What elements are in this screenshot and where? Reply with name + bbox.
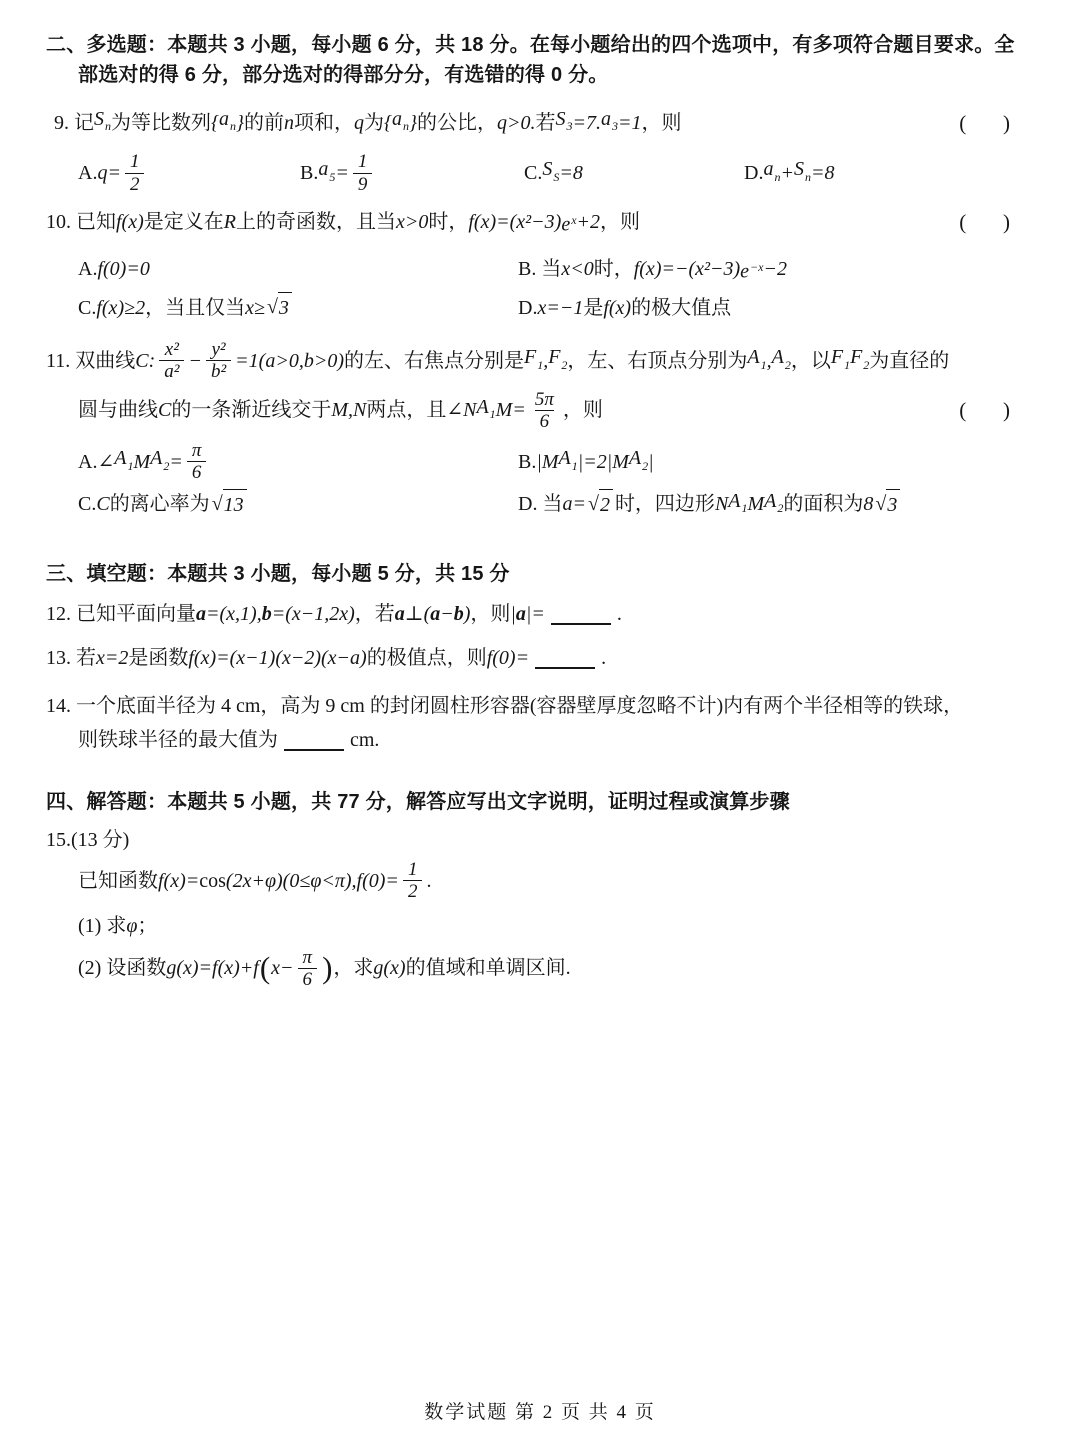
question-13-stem — [46, 643, 606, 673]
math-run: =8 — [559, 162, 583, 185]
question-10-option-d — [518, 293, 731, 323]
question-9-option-c — [524, 154, 744, 191]
math-run: R — [223, 211, 236, 234]
math-run: g(x)=f(x)+f — [166, 957, 259, 980]
fraction: $\frac{\pi}{6}$ — [298, 947, 318, 991]
text-run: 的面积为 — [783, 493, 864, 516]
text-run: ，则 — [641, 111, 682, 134]
fraction: $\frac{\text{x²}}{\text{a²}}$ — [159, 339, 184, 383]
question-15-head — [46, 825, 129, 855]
text-run: 为直径的 — [869, 349, 950, 372]
question-10-options-row2 — [46, 292, 1010, 323]
question-9-options — [46, 151, 1010, 195]
big-paren: ) — [322, 949, 333, 985]
subscripted-symbol: $S_n$ — [793, 158, 811, 184]
text-run: 14. 一个底面半径为 4 cm，高为 9 cm 的封闭圆柱形容器(容器壁厚度忽略不计)内有两个半径相等的铁球， — [46, 695, 964, 718]
text-run: ，当且仅当 — [145, 296, 246, 319]
math-run: x≥ — [245, 296, 265, 319]
text-run: B. 当 — [518, 257, 562, 280]
math-run: ) — [463, 603, 471, 626]
math-run: x<0 — [561, 257, 594, 280]
math-run: , — [766, 349, 772, 372]
math-run: | — [648, 450, 654, 473]
subscripted-symbol: $F_1$ — [523, 346, 544, 372]
section-multichoice-header-line1: 二、多选题：本题共 3 小题，每小题 6 分，共 18 分。在每小题给出的四个选项中，有多项符合题目要求。全 — [46, 34, 1015, 56]
math-run: f(0)=0 — [97, 257, 150, 280]
math-run: n — [284, 111, 294, 134]
text-run: 11. 双曲线 — [46, 349, 136, 372]
math-run: ∠ — [97, 450, 115, 473]
math-run: f(x) — [116, 211, 144, 234]
math-run: M — [747, 493, 765, 516]
text-run: 的公比， — [417, 111, 497, 134]
subscripted-symbol: $S_n$ — [94, 108, 111, 134]
superscripted-symbol: $e^x$ — [561, 212, 577, 236]
fraction: $\frac{1}{2}$ — [125, 151, 145, 195]
text-run: 是 — [583, 296, 604, 319]
text-run: ，则 — [562, 399, 603, 422]
question-11-option-c — [78, 489, 518, 520]
text-run: 两点，且 — [366, 399, 447, 422]
square-root: √ 2 — [588, 489, 613, 520]
text-run: 时， — [593, 257, 634, 280]
text-run: (1) 求 — [78, 914, 127, 937]
math-bold-run: a — [394, 603, 405, 626]
fraction: $\frac{5\pi}{6}$ — [534, 388, 554, 432]
math-run: f(x) — [603, 296, 632, 319]
math-run: N — [714, 493, 729, 516]
section-multichoice-header-line2: 部选对的得 6 分，部分选对的得部分分，有选错的得 0 分。 — [78, 64, 609, 86]
text-run: A. — [78, 257, 98, 280]
text-run: 时，四边形 — [614, 493, 715, 516]
text-run: 是定义在 — [143, 211, 224, 234]
subscripted-symbol: $a_n$ — [763, 158, 781, 184]
question-15-part1 — [78, 911, 157, 941]
math-run: − — [440, 603, 454, 626]
question-10-option-c — [78, 292, 518, 323]
math-run: + — [780, 162, 794, 185]
page-footer: 数学试题 第 2 页 共 4 页 — [424, 1402, 656, 1423]
question-11-option-d — [518, 486, 902, 523]
math-run: C: — [135, 349, 156, 372]
question-13-stem-line — [46, 643, 1010, 673]
math-run: M= — [495, 399, 526, 422]
text-run: D. 当 — [518, 493, 563, 516]
text-run: ，左、右顶点分别为 — [567, 349, 748, 372]
square-root: √ 3 — [267, 292, 292, 323]
math-roman-run: cos — [199, 869, 226, 892]
text-run: ，若 — [354, 603, 395, 626]
question-11-options-row2 — [46, 486, 1010, 523]
math-run: M — [133, 450, 151, 473]
math-run: f(x)≥2 — [96, 296, 146, 319]
question-10-answer-bracket: ( ) — [959, 210, 1010, 235]
text-run: (2) 设函数 — [78, 957, 167, 980]
question-11-stem1 — [46, 339, 949, 383]
text-run: 的一条渐近线交于 — [171, 399, 332, 422]
text-run: 13. 若 — [46, 647, 96, 670]
question-10-options-row1 — [46, 252, 1010, 287]
text-run: 时， — [428, 211, 469, 234]
math-run: φ — [126, 914, 138, 937]
math-run: =1(a>0,b>0) — [235, 349, 344, 372]
question-10-stem-line — [46, 205, 1010, 240]
fraction: $\frac{1}{9}$ — [353, 151, 373, 195]
text-run: 的极大值点 — [631, 296, 732, 319]
math-bold-run: a — [196, 603, 206, 626]
big-paren: ( — [259, 949, 271, 985]
text-run: C. — [78, 296, 97, 319]
text-run: 项和， — [294, 111, 354, 134]
subscripted-symbol: $A_2$ — [150, 447, 170, 473]
math-run: f(x)=(x²−3) — [468, 211, 562, 234]
text-run: 若 — [535, 111, 556, 134]
text-run: 9. 记 — [54, 111, 94, 134]
question-15-head-line — [46, 825, 1010, 855]
square-root: √ 13 — [212, 489, 247, 520]
question-10-option-a — [78, 254, 518, 284]
section-multichoice-header — [46, 30, 1015, 90]
text-run: 的值域和单调区间. — [405, 957, 571, 980]
math-run: |M — [536, 450, 559, 473]
math-run: |=2|M — [577, 450, 629, 473]
subscripted-symbol: $F_2$ — [548, 346, 568, 372]
question-15-line3 — [46, 947, 1010, 991]
subscripted-symbol: $a_n$ — [392, 108, 409, 134]
text-run: ，则 — [470, 603, 511, 626]
math-run: f(x)= — [158, 869, 200, 892]
math-run: = — [169, 450, 183, 473]
math-run: ⊥( — [404, 603, 431, 626]
text-run: D. — [518, 296, 538, 319]
math-run: f(x)=(x−1)(x−2)(x−a) — [188, 647, 367, 670]
question-9-stem — [54, 104, 682, 141]
text-run: 为等比数列 — [111, 111, 211, 134]
subscripted-symbol: $a_5$ — [318, 158, 336, 184]
math-run: +2 — [576, 211, 601, 234]
question-11-options-row1 — [46, 440, 1010, 484]
text-run: C. — [78, 493, 97, 516]
math-run: =(x−1,2x) — [271, 603, 355, 626]
math-run: x− — [271, 957, 294, 980]
subscripted-symbol: $F_1$ — [830, 346, 851, 372]
question-14-stem-line1 — [46, 691, 1010, 721]
math-run: x=−1 — [537, 296, 584, 319]
question-12-stem-line — [46, 599, 1010, 629]
subscripted-symbol: $A_2$ — [764, 489, 784, 516]
math-run: x>0 — [395, 211, 429, 234]
math-run: } — [236, 111, 244, 134]
question-15-line2 — [46, 911, 1010, 941]
math-run: q — [354, 111, 364, 134]
math-run: f(0)= — [486, 647, 530, 670]
question-10-stem — [46, 205, 640, 240]
question-11-option-a — [78, 440, 518, 484]
question-9-answer-bracket: ( ) — [959, 110, 1010, 135]
math-run: { — [384, 111, 392, 134]
math-run: { — [211, 111, 219, 134]
text-run: ，则 — [600, 211, 641, 234]
question-9-option-a — [78, 151, 300, 195]
text-run: 的前 — [244, 111, 284, 134]
section-fillblank-header: 三、填空题：本题共 3 小题，每小题 5 分，共 15 分 — [46, 563, 510, 586]
text-run: cm. — [350, 729, 380, 752]
subscripted-symbol: $A_1$ — [558, 447, 578, 473]
subscripted-symbol: $A_2$ — [628, 447, 649, 473]
question-11-stem-line1 — [46, 339, 1010, 383]
text-run: A. — [78, 162, 98, 185]
question-15-line1 — [46, 859, 1010, 903]
subscripted-symbol: $F_2$ — [850, 346, 870, 372]
text-run: 12. 已知平面向量 — [46, 603, 196, 626]
question-9-stem-line — [46, 104, 1010, 141]
math-run: f(x)=−(x²−3) — [633, 257, 741, 280]
math-run: (2x+φ)(0≤φ<π),f(0)= — [225, 869, 399, 892]
subscripted-symbol: $A_1$ — [114, 447, 134, 473]
subscripted-symbol: $a_3$ — [601, 108, 618, 134]
text-run: C. — [524, 162, 543, 185]
question-14-stem-line2 — [46, 725, 1010, 755]
math-run: C — [158, 399, 172, 422]
math-run: −2 — [763, 257, 787, 280]
question-10-option-b — [518, 252, 787, 287]
math-run: ∠N — [446, 399, 477, 422]
math-run: g(x) — [373, 957, 406, 980]
math-run: =(x,1), — [206, 603, 262, 626]
math-run: a= — [562, 493, 586, 516]
math-run: C — [96, 493, 110, 516]
text-run: A. — [78, 450, 98, 473]
text-run: 圆与曲线 — [78, 399, 158, 422]
question-11-answer-bracket: ( ) — [959, 398, 1010, 423]
question-11-option-b — [518, 443, 654, 480]
answer-blank — [535, 647, 595, 669]
text-run: 上的奇函数，且当 — [235, 211, 396, 234]
text-run: B. — [518, 450, 537, 473]
subscripted-symbol: $A_1$ — [476, 395, 496, 422]
text-run: 10. 已知 — [46, 211, 116, 234]
text-run: . — [601, 647, 607, 670]
math-run: 8 — [863, 493, 874, 516]
subscripted-symbol: $S_S$ — [542, 158, 560, 184]
math-bold-run: b — [261, 603, 272, 626]
question-9-option-d — [744, 154, 834, 191]
math-run: , — [543, 349, 549, 372]
math-bold-run: a — [430, 603, 441, 626]
subscripted-symbol: $A_2$ — [771, 346, 791, 372]
math-run: M,N — [331, 399, 367, 422]
text-run: B. — [300, 162, 319, 185]
text-run: 的极值点，则 — [366, 647, 487, 670]
math-run: q= — [97, 162, 121, 185]
question-15-part2 — [78, 947, 571, 991]
math-bold-run: b — [453, 603, 464, 626]
fraction: $\frac{\pi}{6}$ — [187, 440, 207, 484]
answer-blank — [551, 603, 611, 625]
text-run: . — [616, 603, 622, 626]
fraction: $\frac{1}{2}$ — [403, 859, 423, 903]
text-run: 为 — [364, 111, 384, 134]
text-run: ； — [137, 914, 158, 937]
answer-blank — [284, 729, 344, 751]
math-run: = — [335, 162, 349, 185]
math-run: − — [188, 349, 202, 372]
text-run: 是函数 — [128, 647, 189, 670]
subscripted-symbol: $a_n$ — [219, 108, 236, 134]
math-run: =1 — [618, 111, 642, 134]
text-run: ，以 — [790, 349, 831, 372]
math-run: q>0. — [497, 111, 536, 134]
text-run: 15.(13 分) — [46, 829, 130, 852]
text-run: D. — [744, 162, 764, 185]
math-run: } — [409, 111, 417, 134]
text-run: 的离心率为 — [109, 493, 210, 516]
question-11-stem-line2 — [46, 389, 1010, 433]
question-14-stem2 — [78, 725, 379, 755]
superscripted-symbol: $e^{-x}$ — [740, 259, 764, 283]
question-11-stem2 — [78, 389, 603, 433]
math-run: |= — [525, 603, 545, 626]
math-bold-run: a — [515, 603, 526, 626]
math-run: x=2 — [96, 647, 129, 670]
section-answer-header: 四、解答题：本题共 5 小题，共 77 分，解答应写出文字说明，证明过程或演算步骤 — [46, 791, 790, 814]
text-run: 则铁球半径的最大值为 — [78, 729, 278, 752]
text-run: 的左、右焦点分别是 — [343, 349, 524, 372]
subscripted-symbol: $A_1$ — [747, 346, 767, 372]
square-root: √ 3 — [875, 489, 900, 520]
text-run: ，求 — [333, 957, 374, 980]
math-roman-run: . — [426, 869, 432, 892]
math-run: =7. — [572, 111, 601, 134]
fraction: $\frac{\text{y²}}{\text{b²}}$ — [206, 339, 231, 383]
math-run: =8 — [810, 162, 835, 185]
subscripted-symbol: $A_1$ — [728, 489, 748, 516]
question-14-stem1 — [46, 691, 963, 721]
question-12-stem — [46, 599, 622, 629]
question-9-option-b — [300, 151, 524, 195]
question-15-given — [78, 859, 431, 903]
math-run: | — [510, 603, 516, 626]
text-run: 已知函数 — [78, 869, 158, 892]
subscripted-symbol: $S_3$ — [555, 108, 573, 134]
